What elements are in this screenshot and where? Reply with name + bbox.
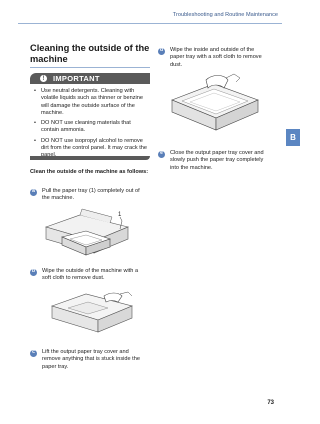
bullet-item: • DO NOT use isopropyl alcohol to remove dirt from the control panel. It may crack the [34, 137, 148, 152]
step-d [158, 47, 268, 69]
figure-callout: 1 [118, 212, 122, 218]
step-text: Lift the output paper tray cover and remove anything that is stuck inside the paper tray. [42, 349, 140, 370]
section-title: Cleaning the outside of the machine [30, 43, 150, 64]
bullet-item: • Use neutral detergents. Cleaning with volatile liquids such as thinner or benzine will damage the outside surface of the machine. [34, 88, 143, 116]
step-number: c [30, 350, 37, 357]
wipe-machine-illustration [48, 288, 136, 338]
step-text: Wipe the inside and outside of the paper tray with a soft cloth to remove dust. [170, 47, 262, 68]
step-c [30, 349, 140, 371]
important-header [30, 73, 150, 84]
header-title: Troubleshooting and Routine Maintenance [172, 12, 278, 18]
step-a [30, 188, 140, 203]
bullet-item: • DO NOT use cleaning materials that contain ammonia. [34, 120, 131, 134]
warning-icon: ! [40, 75, 47, 82]
important-label: IMPORTANT [53, 74, 100, 83]
important-bullet-list [30, 88, 150, 163]
wipe-paper-tray-illustration [166, 70, 264, 142]
step-number: e [158, 151, 165, 158]
step-number: d [159, 47, 164, 54]
step-text: Wipe the outside of the machine with a soft cloth to remove dust. [42, 268, 139, 282]
header-divider [18, 23, 282, 24]
paper-tray-removal-illustration [40, 205, 138, 263]
important-footer-bar [30, 156, 150, 160]
chapter-tab: B [286, 129, 300, 146]
step-b [30, 268, 140, 283]
section-divider [30, 67, 150, 68]
step-number: b [31, 268, 36, 275]
instructions-lead: Clean the outside of the machine as follows: [30, 169, 149, 175]
step-text: Close the output paper tray cover and slowly push the paper tray completely into the machine. [170, 150, 264, 171]
step-e [158, 150, 268, 172]
step-number: a [30, 189, 37, 196]
step-text: Pull the paper tray (1) completely out of the machine. [42, 188, 140, 202]
page-number: 73 [267, 400, 274, 406]
